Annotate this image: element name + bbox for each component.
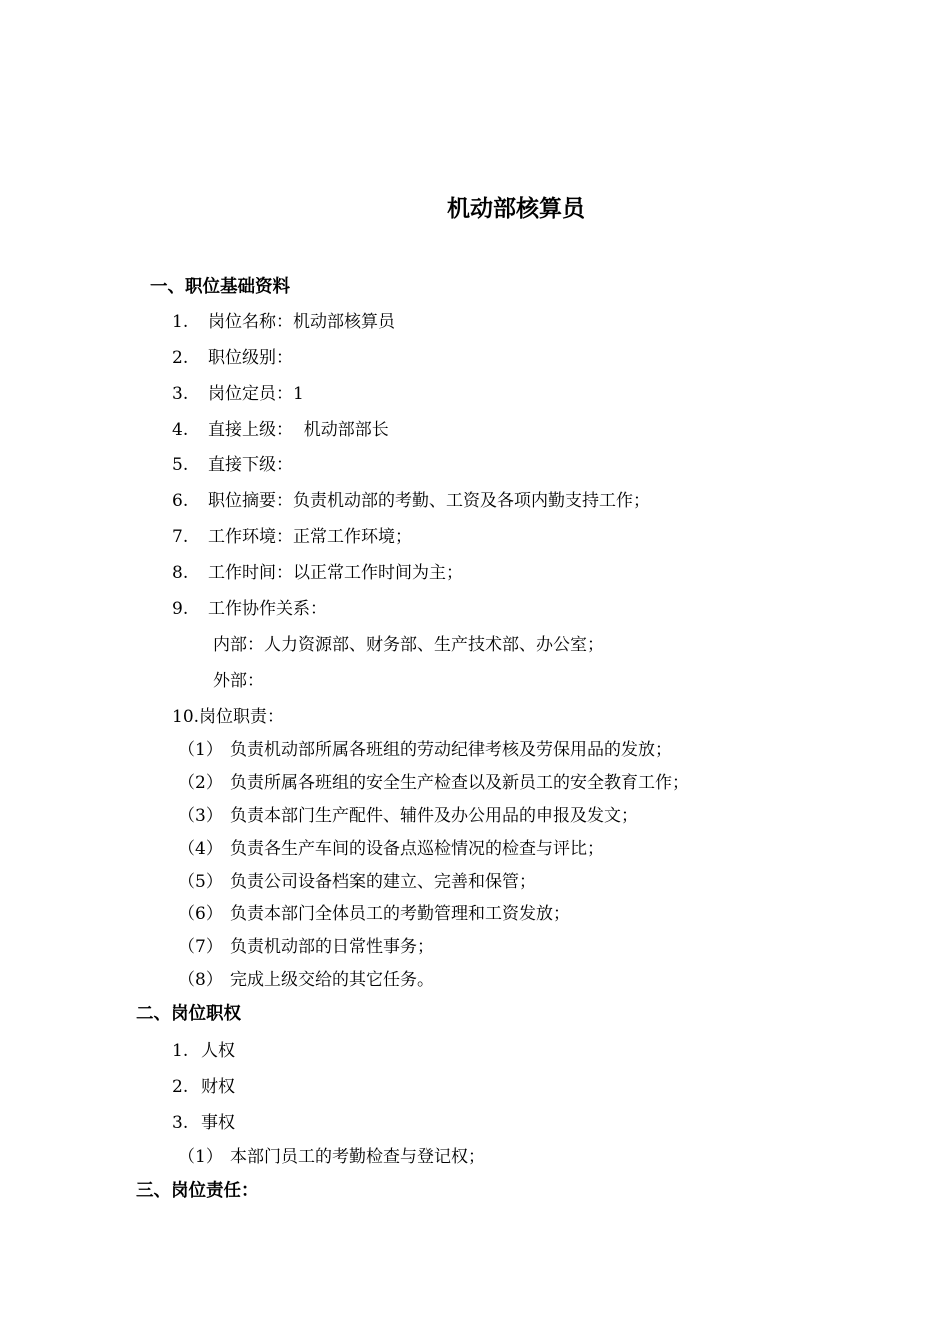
section-2-heading: 二、岗位职权 bbox=[136, 1004, 241, 1024]
item-number: 3. bbox=[172, 384, 189, 404]
duty-text: 完成上级交给的其它任务。 bbox=[230, 970, 434, 990]
duty-text: 负责所属各班组的安全生产检查以及新员工的安全教育工作； bbox=[230, 773, 689, 793]
item-number: 8. bbox=[172, 563, 189, 583]
duty-number: （7） bbox=[178, 937, 223, 957]
item-number: 3. bbox=[172, 1113, 189, 1133]
duty-item bbox=[178, 841, 604, 858]
cooperation-external: 外部： bbox=[213, 671, 264, 691]
duty-number: （3） bbox=[178, 806, 223, 826]
duty-item bbox=[178, 906, 570, 923]
basic-info-item bbox=[172, 350, 293, 367]
duty-number: （4） bbox=[178, 839, 223, 859]
item-text: 岗位职责： bbox=[199, 707, 285, 727]
item-number: 2. bbox=[172, 1077, 189, 1097]
duty-text: 本部门员工的考勤检查与登记权； bbox=[230, 1147, 485, 1167]
item-text: 工作协作关系： bbox=[208, 599, 327, 619]
item-number: 1. bbox=[172, 312, 189, 332]
authority-item bbox=[172, 1079, 235, 1096]
authority-sub-item bbox=[178, 1149, 485, 1166]
item-number: 6. bbox=[172, 491, 189, 511]
basic-info-item bbox=[172, 386, 304, 403]
item-text: 人权 bbox=[201, 1041, 235, 1061]
item-number: 10. bbox=[172, 707, 200, 727]
duty-item bbox=[178, 874, 536, 891]
duty-text: 负责公司设备档案的建立、完善和保管； bbox=[230, 872, 536, 892]
item-text: 工作时间：以正常工作时间为主； bbox=[208, 563, 463, 583]
page-title: 机动部核算员 bbox=[447, 196, 585, 222]
section-1-heading: 一、职位基础资料 bbox=[150, 277, 290, 297]
duty-text: 负责本部门生产配件、辅件及办公用品的申报及发文； bbox=[230, 806, 638, 826]
item-number: 5. bbox=[172, 455, 189, 475]
basic-info-item bbox=[172, 529, 412, 546]
duty-item bbox=[178, 808, 638, 825]
cooperation-internal: 内部：人力资源部、财务部、生产技术部、办公室； bbox=[213, 635, 604, 655]
item-number: 2. bbox=[172, 348, 189, 368]
basic-info-item bbox=[172, 493, 650, 510]
item-text: 财权 bbox=[201, 1077, 235, 1097]
duty-number: （5） bbox=[178, 872, 223, 892]
item-number: 7. bbox=[172, 527, 189, 547]
authority-item bbox=[172, 1043, 235, 1060]
duty-text: 负责机动部所属各班组的劳动纪律考核及劳保用品的发放； bbox=[230, 740, 672, 760]
item-text: 工作环境：正常工作环境； bbox=[208, 527, 412, 547]
basic-info-item bbox=[172, 601, 327, 618]
duty-number: （8） bbox=[178, 970, 223, 990]
basic-info-item bbox=[172, 457, 293, 474]
item-number: 9. bbox=[172, 599, 189, 619]
basic-info-item bbox=[172, 314, 395, 331]
section-3-heading: 三、岗位责任： bbox=[136, 1181, 259, 1201]
duty-item bbox=[178, 742, 672, 759]
item-text: 职位级别： bbox=[208, 348, 293, 368]
item-number: 4. bbox=[172, 420, 189, 440]
item-text: 直接上级： 机动部部长 bbox=[208, 420, 389, 440]
item-text: 直接下级： bbox=[208, 455, 293, 475]
duty-item bbox=[178, 972, 434, 989]
duty-text: 负责各生产车间的设备点巡检情况的检查与评比； bbox=[230, 839, 604, 859]
duty-number: （1） bbox=[178, 740, 223, 760]
basic-info-item bbox=[172, 565, 463, 582]
duty-text: 负责机动部的日常性事务； bbox=[230, 937, 434, 957]
item-number: 1. bbox=[172, 1041, 189, 1061]
duty-item bbox=[178, 939, 434, 956]
duty-number: （2） bbox=[178, 773, 223, 793]
duty-item bbox=[178, 775, 689, 792]
item-text: 职位摘要：负责机动部的考勤、工资及各项内勤支持工作； bbox=[208, 491, 650, 511]
duty-number: （6） bbox=[178, 904, 223, 924]
authority-item bbox=[172, 1115, 235, 1132]
duty-number: （1） bbox=[178, 1147, 223, 1167]
duty-text: 负责本部门全体员工的考勤管理和工资发放； bbox=[230, 904, 570, 924]
item-text: 岗位名称：机动部核算员 bbox=[208, 312, 395, 332]
basic-info-item bbox=[172, 422, 389, 439]
item-text: 事权 bbox=[201, 1113, 235, 1133]
item-text: 岗位定员：1 bbox=[208, 384, 304, 404]
duty-heading bbox=[172, 709, 284, 726]
